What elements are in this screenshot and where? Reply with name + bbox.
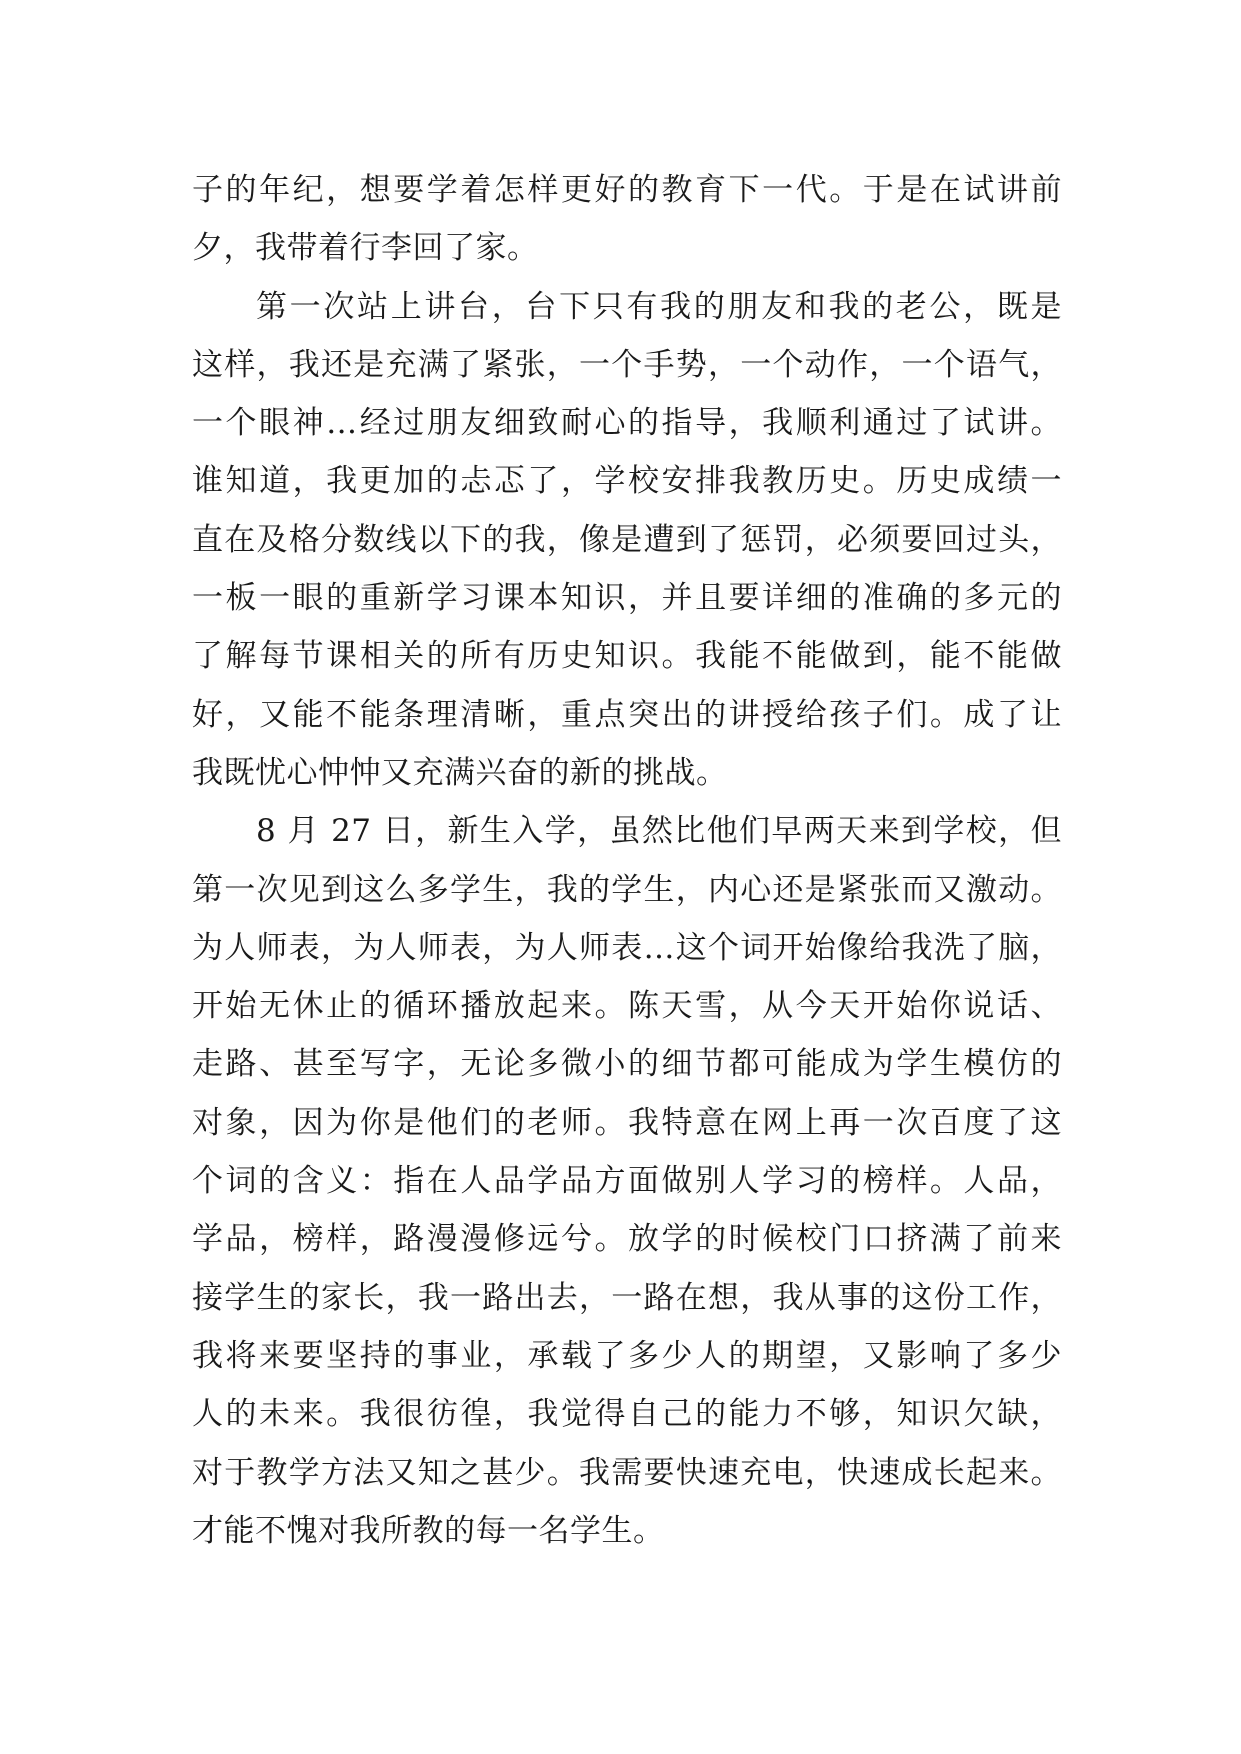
text-line: 走路、甚至写字，无论多微小的细节都可能成为学生模仿的 bbox=[192, 1046, 1062, 1083]
text-line: 一个眼神…经过朋友细致耐心的指导，我顺利通过了试讲。 bbox=[192, 405, 1062, 442]
text-line: 好，又能不能条理清晰，重点突出的讲授给孩子们。成了让 bbox=[192, 696, 1062, 733]
text-line: 人的未来。我很彷徨，我觉得自己的能力不够，知识欠缺， bbox=[192, 1396, 1062, 1433]
text-line: 学品，榜样，路漫漫修远兮。放学的时候校门口挤满了前来 bbox=[192, 1221, 1062, 1258]
text-line: 我既忧心忡忡又充满兴奋的新的挑战。 bbox=[192, 754, 728, 791]
text-line: 对象，因为你是他们的老师。我特意在网上再一次百度了这 bbox=[192, 1104, 1062, 1141]
text-line: 对于教学方法又知之甚少。我需要快速充电，快速成长起来。 bbox=[192, 1454, 1062, 1491]
text-line: 了解每节课相关的所有历史知识。我能不能做到，能不能做 bbox=[192, 638, 1062, 675]
text-line: 这样，我还是充满了紧张，一个手势，一个动作，一个语气， bbox=[192, 346, 1062, 383]
text-line: 谁知道，我更加的忐忑了，学校安排我教历史。历史成绩一 bbox=[192, 463, 1062, 500]
text-line: 子的年纪，想要学着怎样更好的教育下一代。于是在试讲前 bbox=[192, 172, 1062, 208]
text-line: 第一次见到这么多学生，我的学生，内心还是紧张而又激动。 bbox=[192, 871, 1062, 908]
body-text bbox=[192, 161, 1062, 1560]
text-line: 第一次站上讲台，台下只有我的朋友和我的老公，既是 bbox=[256, 288, 1062, 325]
text-line: 夕，我带着行李回了家。 bbox=[192, 230, 539, 267]
text-line: 接学生的家长，我一路出去，一路在想，我从事的这份工作， bbox=[192, 1279, 1062, 1316]
text-line: 我将来要坚持的事业，承载了多少人的期望，又影响了多少 bbox=[192, 1337, 1062, 1374]
text-line: 开始无休止的循环播放起来。陈天雪，从今天开始你说话、 bbox=[192, 988, 1062, 1025]
text-line: 才能不愧对我所教的每一名学生。 bbox=[192, 1512, 665, 1549]
text-line: 为人师表，为人师表，为人师表…这个词开始像给我洗了脑， bbox=[192, 929, 1062, 966]
text-line: 一板一眼的重新学习课本知识，并且要详细的准确的多元的 bbox=[192, 580, 1062, 617]
text-line: 8 月 27 日，新生入学，虽然比他们早两天来到学校，但 bbox=[256, 813, 1062, 850]
text-line: 直在及格分数线以下的我，像是遭到了惩罚，必须要回过头， bbox=[192, 521, 1062, 558]
text-line: 个词的含义：指在人品学品方面做别人学习的榜样。人品， bbox=[192, 1163, 1062, 1200]
